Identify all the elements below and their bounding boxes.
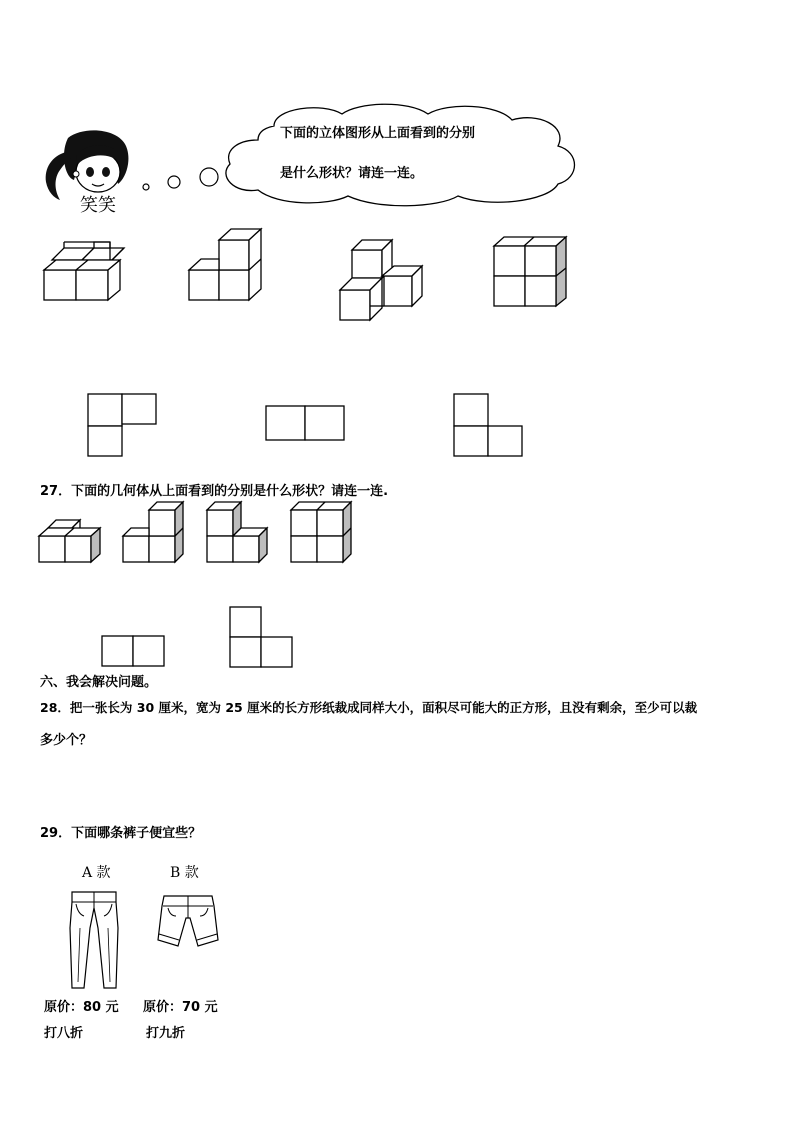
shorts-icon — [156, 892, 220, 952]
cloud-line-2: 是什么形状？请连一连。 — [280, 166, 424, 181]
solid-figure-1 — [40, 240, 130, 310]
pants-a-label: A 款 — [82, 865, 111, 881]
cloud-line-1: 下面的立体图形从上面看到的分别 — [280, 126, 476, 141]
speech-cloud — [218, 100, 580, 208]
q27-solid-1 — [36, 518, 102, 566]
top-view-l-shape-1 — [86, 392, 160, 458]
top-view-l-shape-2 — [452, 392, 526, 458]
pants-b-discount: 打九折 — [146, 1026, 186, 1041]
section-6-title: 六、我会解决问题。 — [40, 675, 158, 690]
pants-a-price: 原价：80 元 — [44, 1000, 119, 1015]
character-name: 笑笑 — [80, 195, 116, 216]
pants-a-discount: 打八折 — [44, 1026, 84, 1041]
question-28-line-1: 28．把一张长为 30 厘米，宽为 25 厘米的长方形纸裁成同样大小，面积尽可能大的正方形，且没有剩余，至少可以裁 — [40, 700, 698, 715]
pants-b-label: B 款 — [170, 865, 199, 881]
question-29: 29．下面哪条裤子便宜些？ — [40, 826, 202, 841]
solid-figure-2 — [186, 226, 266, 306]
solid-figure-4 — [490, 234, 570, 310]
pants-b-price: 原价：70 元 — [143, 1000, 218, 1015]
thought-bubbles — [138, 160, 228, 200]
q27-solid-2 — [120, 500, 186, 566]
solid-figure-3 — [336, 236, 426, 326]
q27-solid-4 — [288, 500, 354, 566]
q27-solid-3 — [204, 500, 270, 566]
question-27: 27．下面的几何体从上面看到的分别是什么形状？请连一连. — [40, 484, 389, 499]
top-view-two-squares — [264, 404, 348, 444]
long-pants-icon — [66, 888, 122, 992]
q27-top-view-two-squares — [100, 634, 168, 670]
question-28-line-2: 多少个？ — [40, 733, 93, 748]
q27-top-view-l-shape — [228, 605, 296, 669]
